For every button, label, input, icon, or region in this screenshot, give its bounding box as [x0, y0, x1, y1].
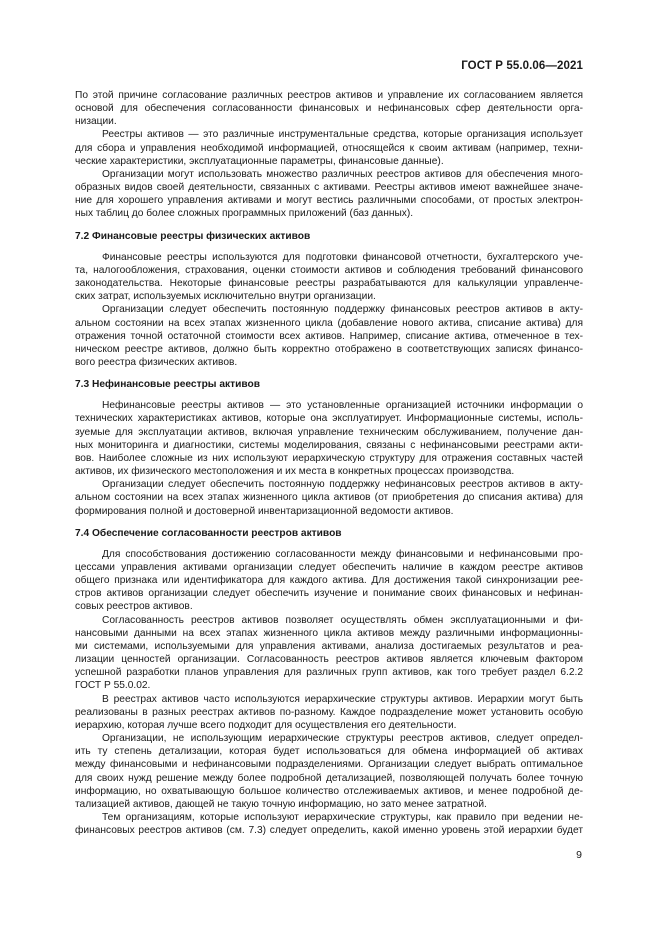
paragraph — [75, 548, 583, 614]
text-line: Организации могут использовать множество различных реестров активов для обеспечения много- — [102, 168, 583, 180]
text-line: Нефинансовые реестры активов — это установленные организацией источники информации о — [102, 400, 583, 412]
page-content — [75, 89, 583, 837]
text-line: законодательства. Некоторые финансовые реестры разрабатываются для калькуляции управленче- — [75, 278, 583, 290]
paragraph — [75, 811, 583, 837]
section-heading-7-2: 7.2 Финансовые реестры физических активов — [75, 230, 311, 242]
text-line: ческие характеристики, эксплуатационные параметры, финансовые данные). — [75, 155, 444, 167]
text-line: технических характеристиках активов, которые она эксплуатирует. Информационные системы, исполь- — [75, 413, 583, 425]
section-heading-7-3: 7.3 Нефинансовые реестры активов — [75, 379, 260, 391]
text-line: финансовых реестров активов (см. 7.3) следует определить, какой именно уровень этой иерархии будет — [75, 825, 583, 837]
document-code: ГОСТ Р 55.0.06—2021 — [461, 60, 583, 72]
text-line: В реестрах активов часто используются иерархические структуры активов. Иерархии могут быть — [102, 693, 583, 705]
paragraph — [75, 128, 583, 167]
paragraph — [75, 303, 583, 369]
text-line: иерархию, которая лучше всего подходит для осуществления его деятельности. — [75, 719, 457, 731]
text-line: Организации следует обеспечить постоянную поддержку нефинансовых реестров активов в акту- — [102, 479, 583, 491]
paragraph — [75, 399, 583, 478]
section-7-4-body — [75, 548, 583, 837]
paragraph — [75, 251, 583, 304]
text-line: ние для хорошего управления активами и могут вестись различными способами, от простых электрон- — [75, 195, 583, 207]
text-line: формирования полной и достоверной инвентаризационной ведомости активов. — [75, 505, 454, 517]
text-line: Организации, не использующим иерархические структуры реестров активов, следует определ- — [102, 733, 583, 745]
text-line: для своих нужд решение между более подробной детализацией, позволяющей получать более точную — [75, 772, 583, 784]
text-line: цессами управления активами организации следует обеспечить наличие в каждом реестре активов — [75, 562, 583, 573]
text-line: основой для обеспечения согласованности финансовых и нефинансовых сфер деятельности орга- — [75, 103, 583, 115]
text-line: ГОСТ Р 55.0.02. — [75, 680, 151, 692]
intro-block — [75, 89, 583, 221]
text-line: Организации следует обеспечить постоянную поддержку финансовых реестров активов в акту- — [102, 304, 583, 316]
paragraph — [75, 732, 583, 811]
text-line: успешной разработки планов управления для различных групп активов, как того требует раздел 6.2.2 — [75, 667, 583, 679]
page-number: 9 — [576, 849, 582, 861]
text-line: низации. — [75, 116, 117, 128]
text-line: для сбора и управления необходимой информацией, относящейся к своим активам (например, техни- — [75, 142, 583, 154]
text-line: между финансовыми и нефинансовыми подразделениями. Организации следует выбрать оптимальное — [75, 759, 583, 771]
text-line: лизации ценностей организации. Согласованность реестров активов является ключевым фактором — [75, 654, 583, 666]
text-line: альном состоянии на всех этапах жизненного цикла (добавление нового актива, списание актива) для — [75, 317, 583, 329]
text-line: стров активов организации следует обеспечить изучение и понимание своих финансовых и нефинан- — [75, 588, 583, 600]
text-line: ническом реестре активов, должно быть корректно отображено в соответствующих записях финансо- — [75, 343, 583, 355]
section-7-3-body — [75, 399, 583, 517]
paragraph — [75, 693, 583, 732]
text-line: ить ту степень детализации, которая будет использоваться для обмена информацией об активах — [75, 746, 583, 758]
section-heading-7-4: 7.4 Обеспечение согласованности реестров активов — [75, 527, 342, 539]
text-line: Финансовые реестры используются для подготовки финансовой отчетности, бухгалтерского уче- — [102, 251, 583, 263]
text-line: образных видов своей деятельности, связанных с активами. Реестры активов имеют важнейшее значе- — [75, 182, 583, 194]
text-line: активов, их физического местоположения и их места в конкретных процессах производства. — [75, 466, 515, 478]
text-line: вого реестра физических активов. — [75, 356, 238, 368]
text-line: По этой причине согласование различных реестров активов и управление их согласованием является — [75, 90, 583, 101]
text-line: общего признака или идентификатора для каждого актива. Для достижения такой синхронизации рее- — [75, 575, 583, 587]
text-line: Согласованность реестров активов позволяет осуществлять обмен эксплуатационными и фи- — [102, 614, 583, 626]
text-line: реализованы в разных реестрах активов по-разному. Каждое подразделение может установить особую — [75, 706, 583, 718]
text-line: ных мониторинга и диагностики, системы моделирования, связаны с нефинансовыми реестрами акти- — [75, 439, 583, 451]
text-line: нансовыми данными на всех этапах жизненного цикла активов между различными информационны- — [75, 627, 583, 639]
section-7-2-body — [75, 251, 583, 369]
text-line: тализацией активов, дающей не такую точную информацию, но зато менее затратной. — [75, 798, 487, 810]
text-line: ных таблиц до более сложных программных приложений (баз данных). — [75, 208, 414, 220]
text-line: совых реестров активов. — [75, 601, 193, 613]
text-line: альном состоянии на всех этапах жизненного цикла активов (от приобретения до списания актива) для — [75, 492, 583, 504]
text-line: ми системами, используемыми для управления активами, анализа достигаемых результатов и реа- — [75, 640, 583, 652]
paragraph — [75, 614, 583, 693]
text-line: Для способствования достижению согласованности между финансовыми и нефинансовыми про- — [102, 548, 583, 560]
text-line: Реестры активов — это различные инструментальные средства, которые организация использует — [102, 129, 583, 141]
paragraph — [75, 478, 583, 517]
text-line: вов. Наиболее сложные из них используют иерархическую структуру для отражения составных частей — [75, 452, 583, 464]
text-line: отражения точной остаточной стоимости всех активов. Например, списание актива, отмеченное в тех- — [75, 330, 583, 342]
text-line: та, налогообложения, страхования, оценки стоимости активов и соблюдения требований финансового — [75, 264, 583, 276]
paragraph — [75, 89, 583, 128]
text-line: ских затрат, используемых исключительно внутри организации. — [75, 291, 376, 303]
paragraph — [75, 168, 583, 221]
text-line: зуемые для эксплуатации активов, включая управление техническим обслуживанием, получение дан- — [75, 426, 583, 438]
text-line: Тем организациям, которые используют иерархические структуры, как правило при ведении не- — [102, 811, 583, 823]
text-line: информацию, но охватывающую большое количество отслеживаемых активов, и менее подробной де- — [75, 785, 583, 797]
